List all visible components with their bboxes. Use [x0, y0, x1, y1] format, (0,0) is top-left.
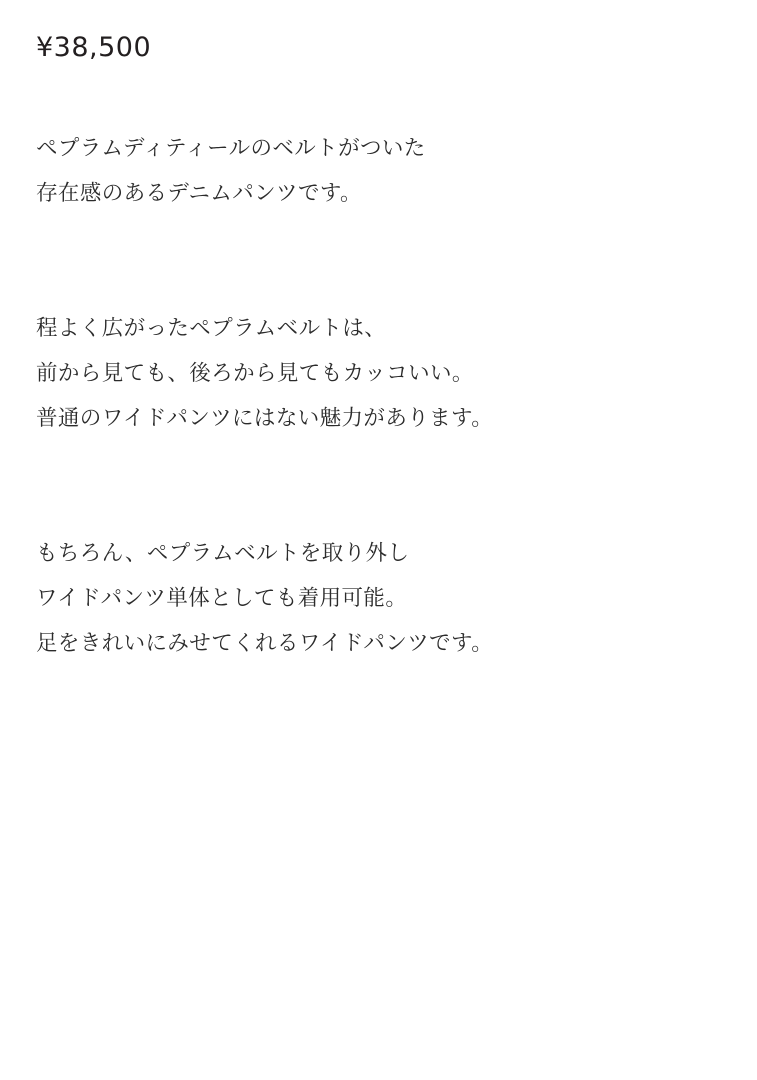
description-line: 足をきれいにみせてくれるワイドパンツです。 [36, 630, 494, 656]
price-description-spacer [36, 64, 721, 126]
description-line: もちろん、ペプラムベルトを取り外し [36, 540, 410, 566]
description-line-blank [36, 216, 721, 261]
description-line: 普通のワイドパンツにはない魅力があります。 [36, 405, 494, 431]
description-line-blank [36, 261, 721, 306]
description-line: 存在感のあるデニムパンツです。 [36, 180, 362, 206]
description-line: 前から見ても、後ろから見てもカッコいい。 [36, 360, 474, 386]
product-price: ¥38,500 [36, 32, 152, 63]
description-line: ペプラムディティールのベルトがついた [36, 135, 426, 161]
product-description [36, 126, 721, 666]
description-line: 程よく広がったペプラムベルトは、 [36, 315, 387, 341]
description-line-blank [36, 486, 721, 531]
description-line-blank [36, 441, 721, 486]
description-line: ワイドパンツ単体としても着用可能。 [36, 585, 408, 611]
